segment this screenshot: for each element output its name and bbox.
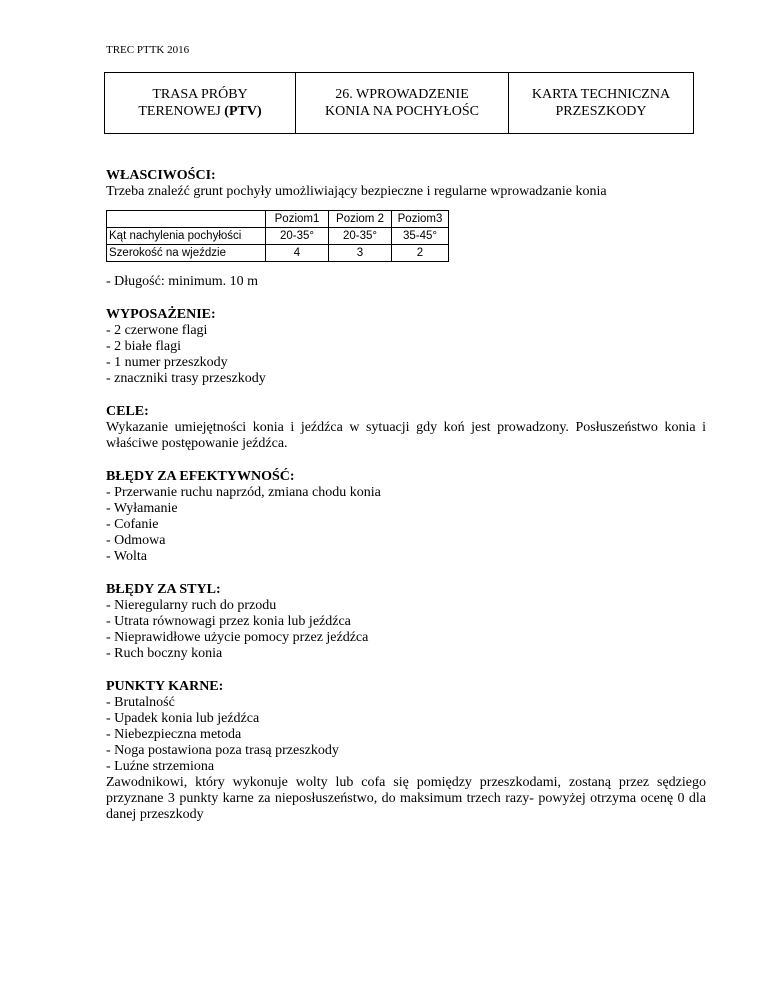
- card-line-2: PRZESZKODY: [555, 104, 647, 119]
- cell-width-3: 2: [392, 245, 449, 262]
- list-item: - Odmowa: [106, 533, 166, 548]
- title-cell-route: [105, 73, 296, 134]
- cell-angle-1: 20-35°: [266, 228, 329, 245]
- list-item: - Brutalność: [106, 695, 175, 710]
- properties-text: Trzeba znaleźć grunt pochyły umożliwiający bezpieczne i regularne wprowadzanie konia: [106, 184, 607, 199]
- route-line-1: TRASA PRÓBY: [152, 87, 248, 102]
- title-table: [104, 72, 694, 134]
- route-line-2-bold: (PTV): [224, 104, 262, 119]
- penalties-text: Zawodnikowi, który wykonuje wolty lub cofa się pomiędzy przeszkodami, zostaną przez sędziego przyznane 3 punkty karne za nieposłuszeństwo, do maksimum trzech razy- powyżej otrzyma ocenę 0 dla danej przeszkody: [106, 775, 706, 822]
- cell-width-2: 3: [329, 245, 392, 262]
- title-cell-obstacle: [296, 73, 509, 134]
- list-item: - 2 czerwone flagi: [106, 323, 208, 338]
- equipment-title: WYPOSAŻENIE:: [106, 307, 216, 322]
- levels-table: [106, 210, 449, 262]
- document-body: [106, 168, 706, 823]
- properties-title: WŁASCIWOŚCI:: [106, 168, 216, 183]
- list-item: - Utrata równowagi przez konia lub jeźdźca: [106, 614, 351, 629]
- list-item: - Nieprawidłowe użycie pomocy przez jeźdźca: [106, 630, 369, 645]
- route-line-2-plain: TERENOWEJ: [138, 104, 225, 119]
- list-item: - Przerwanie ruchu naprzód, zmiana chodu konia: [106, 485, 381, 500]
- list-item: - 1 numer przeszkody: [106, 355, 228, 370]
- goals-text: Wykazanie umiejętności konia i jeźdźca w sytuacji gdy koń jest prowadzony. Posłuszeństwo konia i właściwe postępowanie jeźdźca.: [106, 420, 706, 451]
- cell-width-1: 4: [266, 245, 329, 262]
- list-item: - znaczniki trasy przeszkody: [106, 371, 266, 386]
- list-item: - Noga postawiona poza trasą przeszkody: [106, 743, 339, 758]
- levels-header-empty: [107, 211, 266, 228]
- levels-header-2: Poziom 2: [329, 211, 392, 228]
- efficiency-errors-title: BŁĘDY ZA EFEKTYWNOŚĆ:: [106, 469, 295, 484]
- route-line-2: [111, 103, 289, 120]
- table-row: [107, 228, 449, 245]
- obstacle-line-1: 26. WPROWADZENIE: [335, 87, 469, 102]
- levels-header-row: [107, 211, 449, 228]
- obstacle-line-2: KONIA NA POCHYŁOŚC: [324, 104, 480, 119]
- page-header-text: TREC PTTK 2016: [106, 44, 190, 56]
- list-item: - Cofanie: [106, 517, 159, 532]
- card-line-1: KARTA TECHNICZNA: [531, 87, 671, 102]
- length-text: - Długość: minimum. 10 m: [106, 274, 259, 289]
- list-item: - Ruch boczny konia: [106, 646, 223, 661]
- title-cell-card: [509, 73, 694, 134]
- row-label-angle: Kąt nachylenia pochyłości: [107, 228, 266, 245]
- list-item: - Wolta: [106, 549, 147, 564]
- penalties-title: PUNKTY KARNE:: [106, 679, 224, 694]
- cell-angle-2: 20-35°: [329, 228, 392, 245]
- row-label-width: Szerokość na wjeździe: [107, 245, 266, 262]
- list-item: - Upadek konia lub jeźdźca: [106, 711, 260, 726]
- table-row: [107, 245, 449, 262]
- list-item: - Wyłamanie: [106, 501, 178, 516]
- style-errors-title: BŁĘDY ZA STYL:: [106, 582, 221, 597]
- list-item: - Luźne strzemiona: [106, 759, 215, 774]
- list-item: - 2 białe flagi: [106, 339, 182, 354]
- levels-header-1: Poziom1: [266, 211, 329, 228]
- list-item: - Niebezpieczna metoda: [106, 727, 242, 742]
- levels-header-3: Poziom3: [392, 211, 449, 228]
- cell-angle-3: 35-45°: [392, 228, 449, 245]
- list-item: - Nieregularny ruch do przodu: [106, 598, 277, 613]
- goals-title: CELE:: [106, 404, 149, 419]
